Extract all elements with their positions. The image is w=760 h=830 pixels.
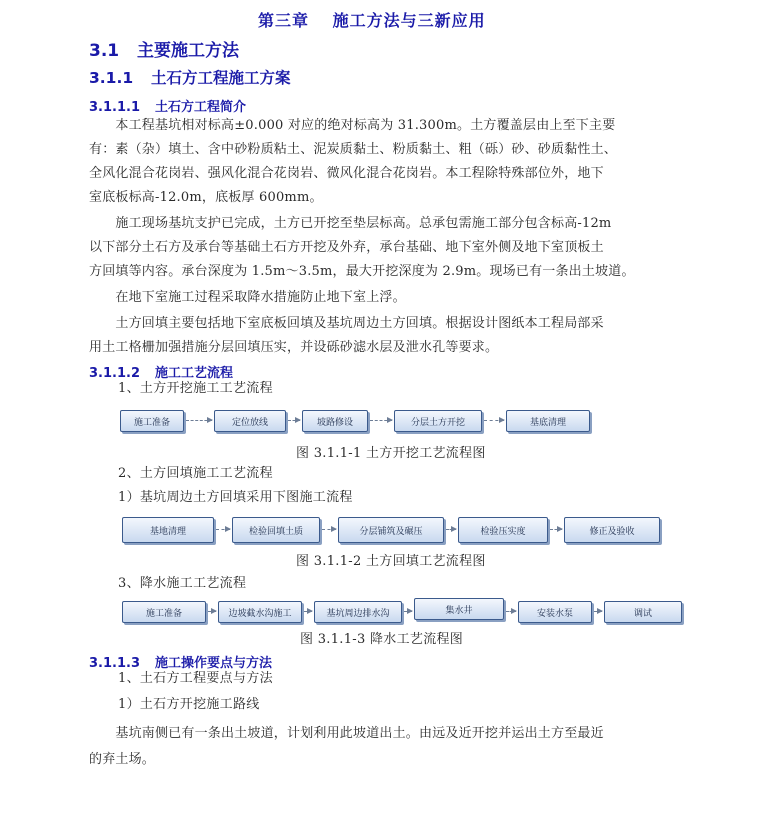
flow-step: 基地清理 [122,517,214,543]
ops-item-subtitle: 1）土石方开挖施工路线 [118,697,260,712]
paragraph-line: 基坑南侧已有一条出土坡道，计划利用此坡道出土。由远及近开挖并运出土方至最近 [89,726,604,741]
flow-arrow [446,529,456,531]
ops-paragraph [89,722,689,782]
flow-arrow [208,611,216,613]
section-number: 3.1.1.2 [89,366,140,381]
section-title: 施工操作要点与方法 [155,656,273,671]
section-3-1-1-1-heading [89,96,246,115]
paragraph-line: 有：素（杂）填土、含中砂粉质粘土、泥炭质黏土、粉质黏土、粗（砾）砂、砂质黏性土、 [89,142,618,157]
paragraph-line: 在地下室施工过程采取降水措施防止地下室上浮。 [89,290,406,305]
flow-arrow [288,420,300,422]
chapter-title: 第三章 施工方法与三新应用 [258,11,486,30]
paragraph-line: 方回填等内容。承台深度为 1.5m～3.5m，最大开挖深度为 2.9m。现场已有一条出土坡道。 [89,264,635,279]
section-3-1-1-heading [89,66,291,88]
paragraph-line: 施工现场基坑支护已完成，土方已开挖至垫层标高。总承包需施工部分包含标高-12m [89,216,612,231]
flow-arrow [186,420,212,422]
flow-arrow [370,420,392,422]
flow-step: 施工准备 [122,601,206,623]
flow-arrow [304,611,312,613]
section-number: 3.1.1.1 [89,100,140,115]
flow-step: 检验回填土质 [232,517,320,543]
flow-step: 安装水泵 [518,601,592,623]
flow-step: 施工准备 [120,410,184,432]
flow-step: 调试 [604,601,682,623]
flow1-title: 1、土方开挖施工工艺流程 [118,381,273,396]
section-number: 3.1.1 [89,69,134,87]
paragraph-line: 以下部分土石方及承台等基础土石方开挖及外弃，承台基础、地下室外侧及地下室顶板土 [89,240,604,255]
flow-arrow [550,529,562,531]
flow-arrow [506,611,516,613]
flow-arrow [484,420,504,422]
flow-step: 分层铺筑及碾压 [338,517,444,543]
flow-arrow [404,611,412,613]
flow2-subtitle: 1）基坑周边土方回填采用下图施工流程 [118,490,353,505]
flow-step: 集水井 [414,598,504,620]
paragraph-line: 全风化混合花岗岩、强风化混合花岗岩、微风化混合花岗岩。本工程除特殊部位外，地下 [89,166,604,181]
section-number: 3.1.1.3 [89,656,140,671]
paragraph-line: 的弃土场。 [89,752,156,767]
section-number: 3.1 [89,41,120,61]
flow-arrow [216,529,230,531]
flow3-title: 3、降水施工工艺流程 [118,576,247,591]
figure-caption: 图 3.1.1-2 土方回填工艺流程图 [296,554,486,569]
flow-step: 基底清理 [506,410,590,432]
flow-step: 检验压实度 [458,517,548,543]
section-title: 土石方工程施工方案 [151,69,291,87]
paragraph-line: 室底板标高-12.0m，底板厚 600mm。 [89,190,323,205]
flow-step: 定位放线 [214,410,286,432]
paragraph-line: 本工程基坑相对标高±0.000 对应的绝对标高为 31.300m。土方覆盖层由上至下主要 [89,118,616,133]
section-title: 主要施工方法 [137,41,239,61]
flow-step: 基坑周边排水沟 [314,601,402,623]
section-title: 施工工艺流程 [155,366,234,381]
figure-caption: 图 3.1.1-3 降水工艺流程图 [300,632,464,647]
flow2-title: 2、土方回填施工工艺流程 [118,466,273,481]
flow-arrow [322,529,336,531]
excavation-flowchart [118,408,598,436]
dewatering-flowchart [118,598,692,626]
backfill-flowchart [118,514,678,548]
flow-step: 坡路修设 [302,410,368,432]
flow-step: 分层土方开挖 [394,410,482,432]
flow-arrow [594,611,602,613]
flow-step: 修正及验收 [564,517,660,543]
ops-item-title: 1、土石方工程要点与方法 [118,671,273,686]
flow-step: 边坡截水沟施工 [218,601,302,623]
paragraph-line: 土方回填主要包括地下室底板回填及基坑周边土方回填。根据设计图纸本工程局部采 [89,316,604,331]
figure-caption: 图 3.1.1-1 土方开挖工艺流程图 [296,446,486,461]
paragraph-line: 用土工格栅加强措施分层回填压实，并设砾砂滤水层及泄水孔等要求。 [89,340,499,355]
intro-paragraphs [89,114,689,364]
section-title: 土石方工程简介 [155,100,247,115]
section-3-1-heading [89,36,239,61]
